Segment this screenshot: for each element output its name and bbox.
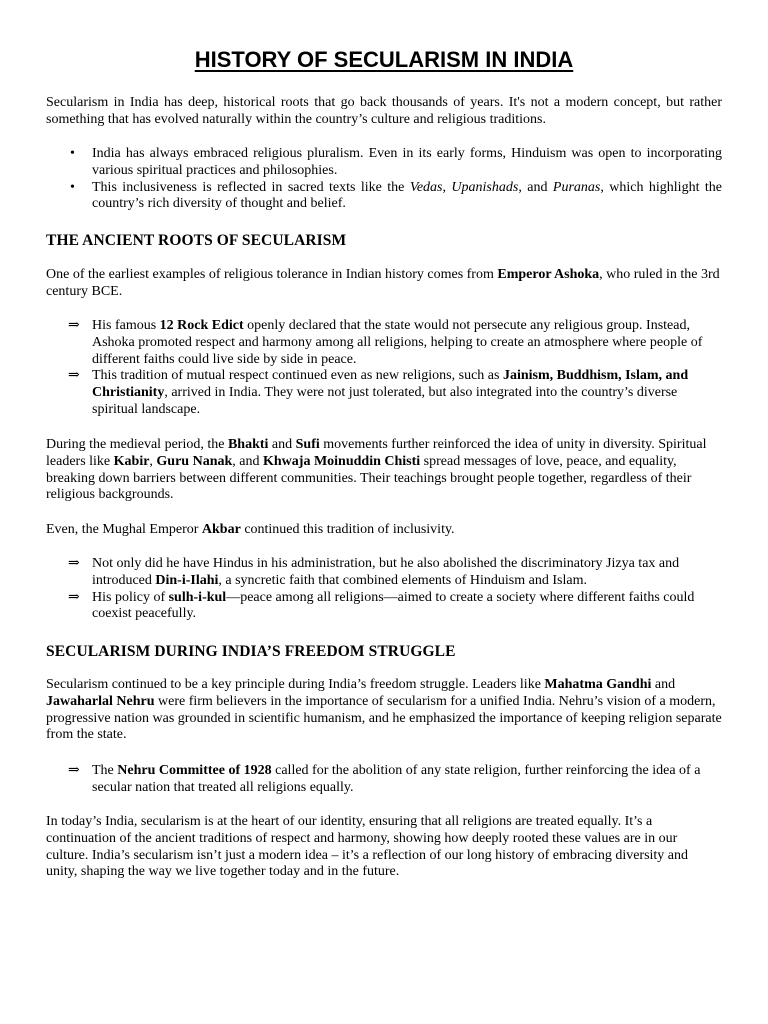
bullet-icon: • (70, 146, 75, 161)
ancient-arrow-list-1 (46, 318, 722, 419)
arrow-icon: ⇒ (68, 556, 80, 571)
intro-paragraph: Secularism in India has deep, historical roots that go back thousands of years. It's not a modern concept, but rather something that has evolved naturally within the country’s culture and religious traditions. (46, 95, 722, 127)
term-kabir: Kabir (113, 453, 150, 469)
list-item: • This inclusiveness is reflected in sacred texts like the Vedas, Upanishads, and Puranas, which highlight the country’s rich diversity of thought and belief. (70, 179, 722, 212)
term-nehru: Jawaharlal Nehru (46, 693, 155, 709)
ancient-paragraph-akbar: Even, the Mughal Emperor Akbar continued this tradition of inclusivity. (46, 522, 455, 537)
ancient-paragraph-medieval: During the medieval period, the Bhakti and Sufi movements further reinforced the idea of unity in diversity. Spiritual leaders like Kabir, Guru Nanak, and Khwaja Moinuddin Chisti spread messages of love, peace, and equality, breaking down barriers between different communities. Their teachings brought people together, regardless of their religious backgrounds. (46, 437, 707, 503)
list-item: ⇒ His policy of sulh-i-kul—peace among all religions—aimed to create a society where different faiths could coexist peacefully. (68, 589, 695, 622)
term-gandhi: Mahatma Gandhi (544, 677, 652, 692)
term-din-i-ilahi: Din-i-Ilahi (155, 572, 219, 588)
bullet-icon: • (70, 179, 75, 195)
term-ashoka: Emperor Ashoka (497, 267, 600, 282)
section-heading-freedom: SECULARISM DURING INDIA’S FREEDOM STRUGGLE (46, 643, 456, 660)
freedom-paragraph: Secularism continued to be a key principle during India’s freedom struggle. Leaders like Mahatma Gandhi and Jawaharlal Nehru were firm believers in the importance of secularism for a unified India. Nehru’s vision of a modern, progressive nation was grounded in scientific humanism, and he emphasized the importance of keeping religion separate from the state. (46, 677, 722, 743)
term-sulh-i-kul: sulh-i-kul (168, 589, 227, 605)
arrow-icon: ⇒ (68, 589, 80, 605)
term-vedas: Vedas (409, 179, 443, 195)
term-guru-nanak: Guru Nanak (156, 453, 233, 469)
term-upanishads: Upanishads (451, 179, 519, 195)
list-item: ⇒ His famous 12 Rock Edict openly declared that the state would not persecute any religious group. Instead, Ashoka promoted respect and harmony among all religions, helping to create an atmosphere where people of different faiths could live side by side in peace. (68, 318, 703, 367)
term-nehru-committee: Nehru Committee of 1928 (117, 763, 272, 778)
term-akbar: Akbar (201, 522, 241, 537)
term-sufi: Sufi (295, 437, 320, 452)
intro-bullet-list (46, 146, 722, 213)
ancient-paragraph-ashoka: One of the earliest examples of religious tolerance in Indian history comes from Emperor Ashoka, who ruled in the 3rd century BCE. (46, 267, 720, 299)
arrow-icon: ⇒ (68, 318, 80, 333)
term-bhakti: Bhakti (227, 437, 269, 452)
term-puranas: Puranas (552, 179, 601, 195)
freedom-arrow-list (46, 763, 722, 797)
section-heading-ancient: THE ANCIENT ROOTS OF SECULARISM (46, 232, 347, 249)
page-title: HISTORY OF SECULARISM IN INDIA (194, 47, 574, 72)
list-item: • India has always embraced religious pluralism. Even in its early forms, Hinduism was open to incorporating various spiritual practices and philosophies. (70, 146, 722, 178)
list-item: ⇒ This tradition of mutual respect continued even as new religions, such as Jainism, Buddhism, Islam, and Christianity, arrived in India. They were not just tolerated, but also integrated into the country’s diverse spiritual landscape. (68, 368, 689, 417)
arrow-icon: ⇒ (68, 368, 80, 384)
term-religions: Jainism, Buddhism, Islam, and Christianity (92, 368, 689, 401)
ancient-arrow-list-2 (46, 556, 722, 623)
term-rock-edict: 12 Rock Edict (159, 318, 244, 333)
closing-paragraph: In today’s India, secularism is at the heart of our identity, ensuring that all religions are treated equally. It’s a continuation of the ancient traditions of respect and harmony, showing how deeply rooted these values are in our culture. India’s secularism isn’t just a modern idea – it’s a reflection of our long history of embracing diversity and unity, shaping the way we live together today and in the future. (46, 814, 689, 880)
term-chisti: Khwaja Moinuddin Chisti (263, 453, 421, 469)
list-item: ⇒ The Nehru Committee of 1928 called for the abolition of any state religion, further reinforcing the idea of a secular nation that treated all religions equally. (68, 763, 701, 795)
arrow-icon: ⇒ (68, 763, 80, 778)
list-item: ⇒ Not only did he have Hindus in his administration, but he also abolished the discriminatory Jizya tax and introduced Din-i-Ilahi, a syncretic faith that combined elements of Hinduism and Islam. (68, 556, 680, 588)
